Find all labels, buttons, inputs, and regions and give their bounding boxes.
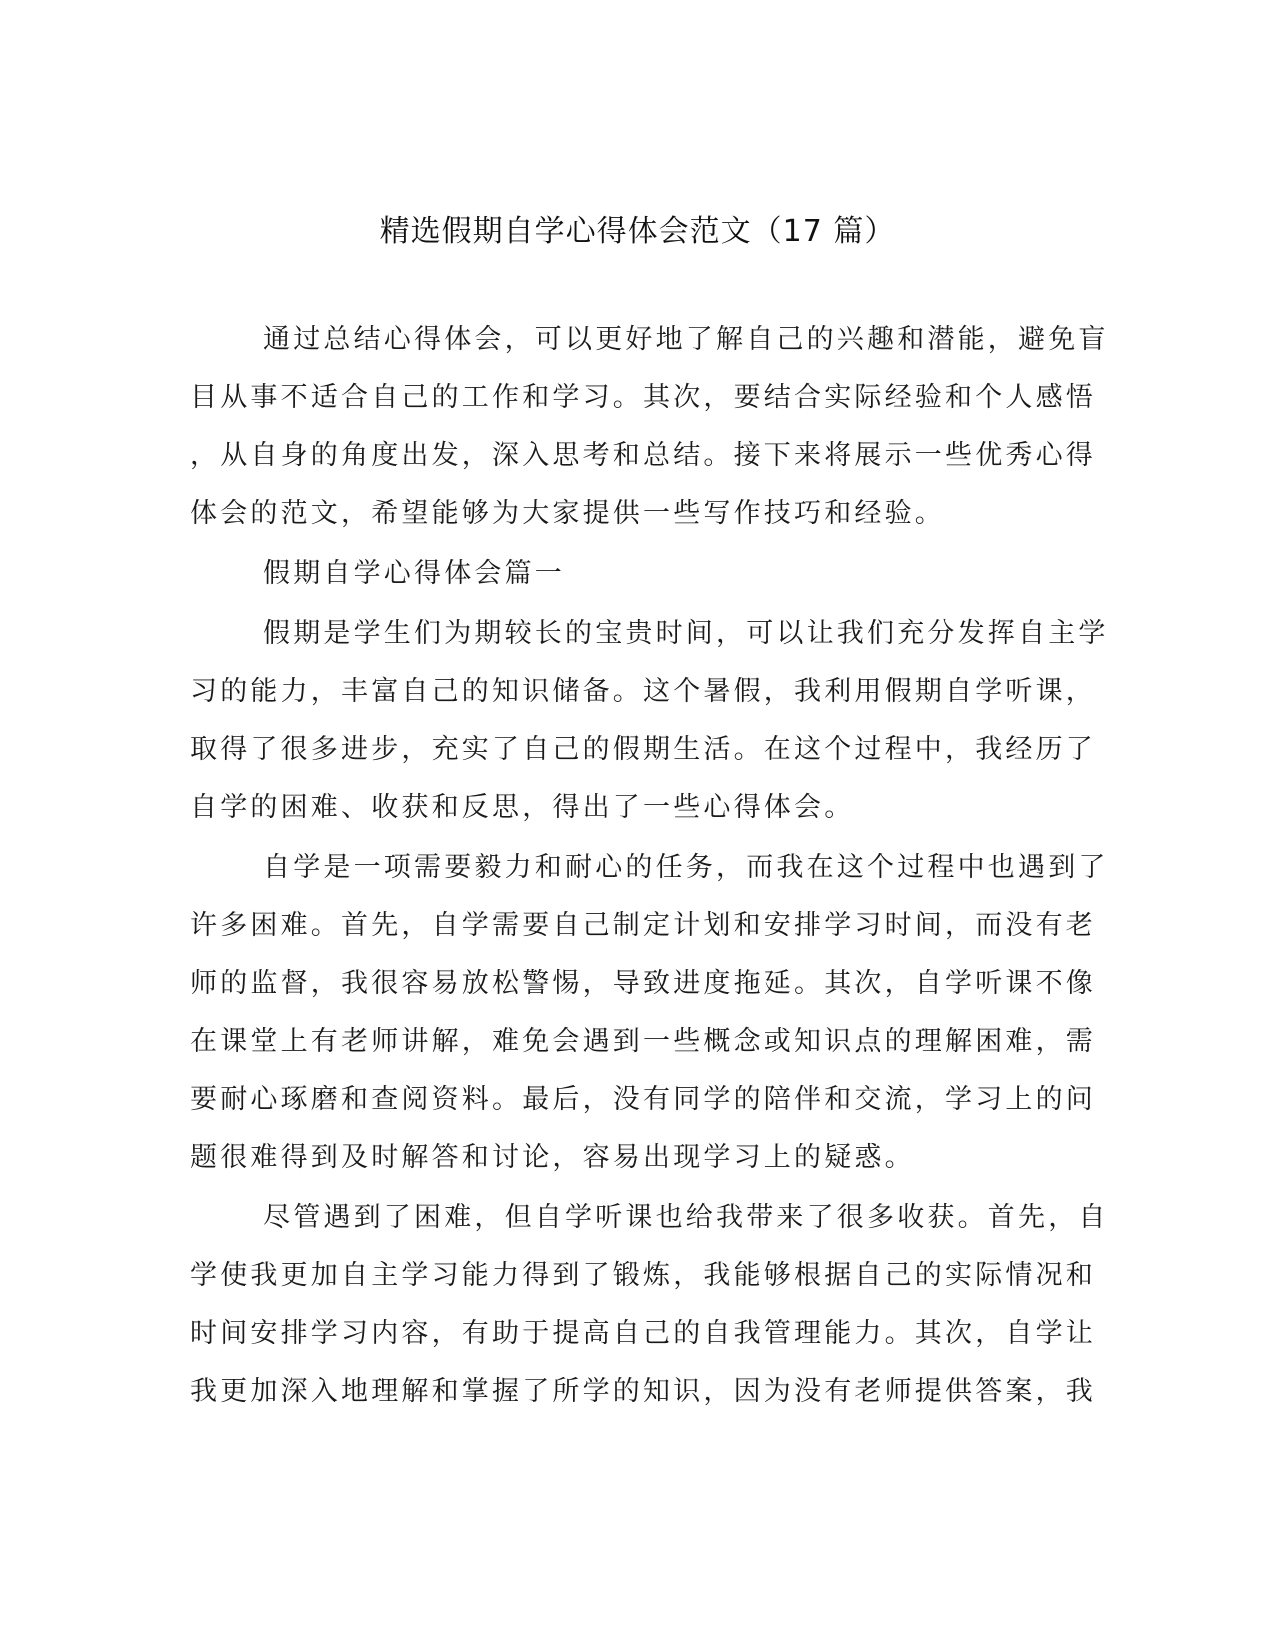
document-title: 精选假期自学心得体会范文（17 篇） <box>379 214 896 249</box>
paragraph-line: 学使我更加自主学习能力得到了锻炼，我能够根据自己的实际情况和 <box>190 1260 1096 1291</box>
paragraph-line: 自学是一项需要毅力和耐心的任务，而我在这个过程中也遇到了 <box>263 852 1109 883</box>
paragraph-line: ，从自身的角度出发，深入思考和总结。接下来将展示一些优秀心得 <box>190 440 1096 471</box>
section-heading: 假期自学心得体会篇一 <box>263 558 565 589</box>
paragraph-line: 许多困难。首先，自学需要自己制定计划和安排学习时间，而没有老 <box>190 910 1096 941</box>
paragraph-line: 体会的范文，希望能够为大家提供一些写作技巧和经验。 <box>190 498 945 529</box>
paragraph-line: 目从事不适合自己的工作和学习。其次，要结合实际经验和个人感悟 <box>190 382 1096 413</box>
paragraph-line: 我更加深入地理解和掌握了所学的知识，因为没有老师提供答案，我 <box>190 1376 1096 1407</box>
paragraph-line: 时间安排学习内容，有助于提高自己的自我管理能力。其次，自学让 <box>190 1318 1096 1349</box>
paragraph-line: 自学的困难、收获和反思，得出了一些心得体会。 <box>190 792 855 823</box>
paragraph-line: 在课堂上有老师讲解，难免会遇到一些概念或知识点的理解困难，需 <box>190 1026 1096 1057</box>
paragraph-line: 假期是学生们为期较长的宝贵时间，可以让我们充分发挥自主学 <box>263 618 1109 649</box>
paragraph-line: 取得了很多进步，充实了自己的假期生活。在这个过程中，我经历了 <box>190 734 1096 765</box>
paragraph-line: 要耐心琢磨和查阅资料。最后，没有同学的陪伴和交流，学习上的问 <box>190 1084 1096 1115</box>
paragraph-line: 师的监督，我很容易放松警惕，导致进度拖延。其次，自学听课不像 <box>190 968 1096 999</box>
paragraph-line: 尽管遇到了困难，但自学听课也给我带来了很多收获。首先，自 <box>263 1202 1109 1233</box>
paragraph-line: 通过总结心得体会，可以更好地了解自己的兴趣和潜能，避免盲 <box>263 324 1109 355</box>
paragraph-line: 习的能力，丰富自己的知识储备。这个暑假，我利用假期自学听课， <box>190 676 1096 707</box>
paragraph-line: 题很难得到及时解答和讨论，容易出现学习上的疑惑。 <box>190 1142 915 1173</box>
